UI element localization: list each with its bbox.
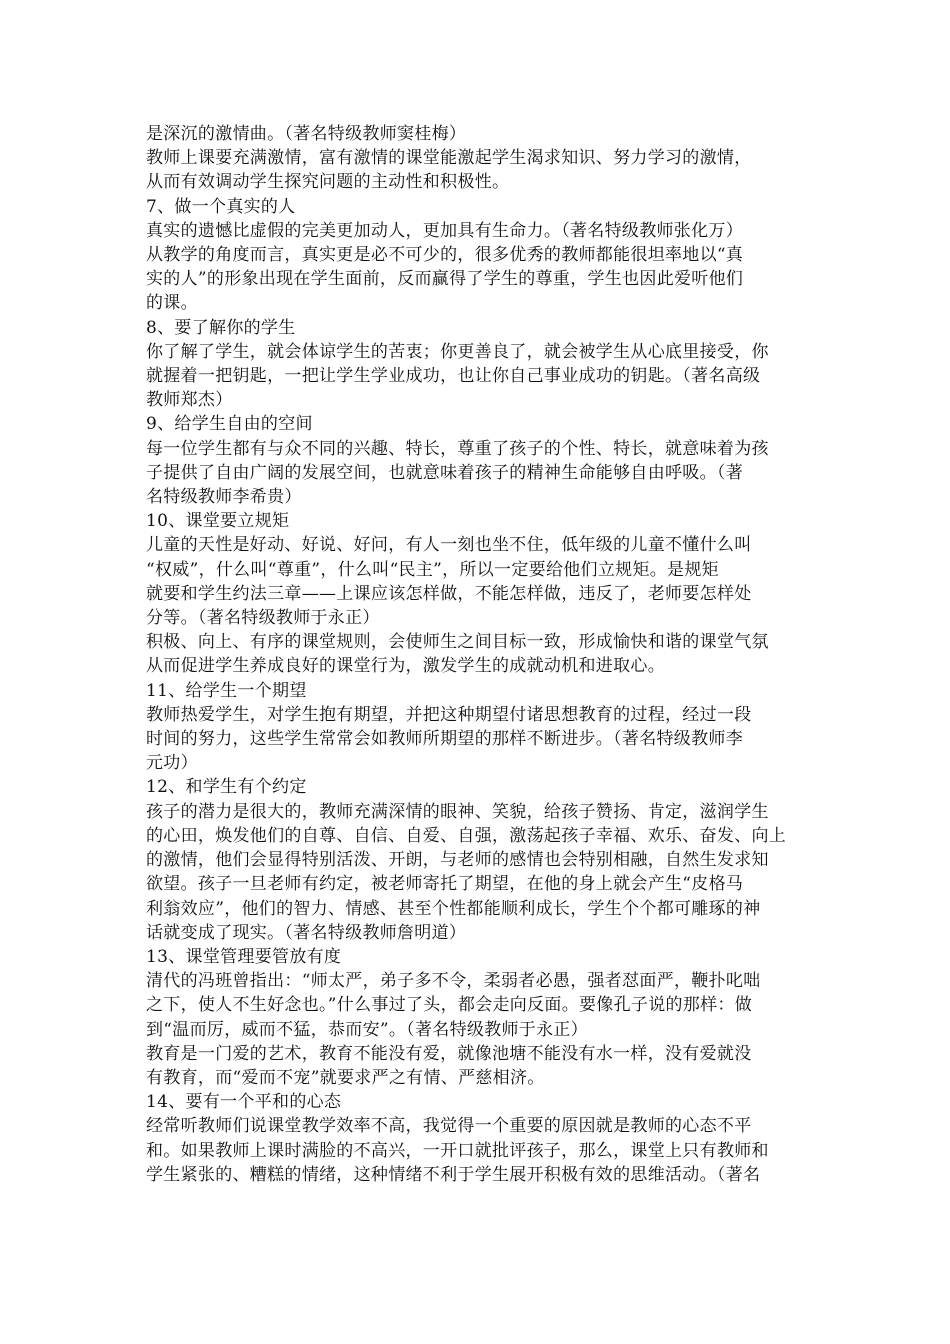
section-heading-12: 12、和学生有个约定: [146, 777, 307, 798]
text-line: 之下，使人不生好念也。”什么事过了头，都会走向反面。要像孔子说的那样：做: [146, 995, 752, 1016]
text-line: 教师上课要充满激情，富有激情的课堂能激起学生渴求知识、努力学习的激情，: [146, 148, 752, 169]
text-line: 分等。（著名特级教师于永正）: [146, 608, 380, 629]
text-line: “权威”，什么叫“尊重”，什么叫“民主”，所以一定要给他们立规矩。是规矩: [146, 559, 719, 580]
text-line: 清代的冯班曾指出：“师太严，弟子多不令，柔弱者必愚，强者怼面严，鞭扑叱咄: [146, 971, 761, 992]
text-line: 有教育，而“爱而不宠”就要求严之有情、严慈相济。: [146, 1067, 545, 1088]
section-heading-11: 11、给学生一个期望: [146, 680, 307, 701]
text-line: 真实的遗憾比虚假的完美更加动人，更加具有生命力。（著名特级教师张化万）: [146, 220, 743, 241]
text-line: 的心田，焕发他们的自尊、自信、自爱、自强，激荡起孩子幸福、欢乐、奋发、向上: [146, 825, 787, 846]
text-line: 利翁效应”，他们的智力、情感、甚至个性都能顺利成长，学生个个都可雕琢的神: [146, 898, 761, 919]
text-line: 积极、向上、有序的课堂规则，会使师生之间目标一致，形成愉快和谐的课堂气氛: [146, 632, 769, 653]
text-line: 经常听教师们说课堂教学效率不高，我觉得一个重要的原因就是教师的心态不平: [146, 1116, 752, 1137]
text-line: 从而有效调动学生探究问题的主动性和积极性。: [146, 172, 510, 193]
text-line: 实的人”的形象出现在学生面前，反而赢得了学生的尊重，学生也因此爱听他们: [146, 269, 744, 290]
text-line: 名特级教师李希贵）: [146, 487, 302, 508]
text-line: 到“温而厉，威而不猛，恭而安”。（著名特级教师于永正）: [146, 1019, 588, 1040]
text-line: 是深沉的激情曲。（著名特级教师窦桂梅）: [146, 124, 467, 144]
section-heading-7: 7、做一个真实的人: [146, 196, 296, 217]
text-line: 儿童的天性是好动、好说、好问，有人一刻也坐不住，低年级的儿童不懂什么叫: [146, 535, 752, 556]
text-line: 从教学的角度而言，真实更是必不可少的，很多优秀的教师都能很坦率地以“真: [146, 245, 744, 266]
document-body: [146, 122, 808, 1187]
text-line: 每一位学生都有与众不同的兴趣、特长，尊重了孩子的个性、特长，就意味着为孩: [146, 438, 769, 459]
text-line: 话就变成了现实。（著名特级教师詹明道）: [146, 922, 467, 943]
text-line: 子提供了自由广阔的发展空间，也就意味着孩子的精神生命能够自由呼吸。（著: [146, 462, 743, 483]
text-line: 教师郑杰）: [146, 390, 233, 411]
text-line: 的课。: [146, 293, 198, 314]
text-line: 孩子的潜力是很大的，教师充满深情的眼神、笑貌，给孩子赞扬、肯定，滋润学生: [146, 801, 769, 822]
text-line: 和。如果教师上课时满脸的不高兴，一开口就批评孩子，那么，课堂上只有教师和: [146, 1140, 769, 1161]
text-line: 教师热爱学生，对学生抱有期望，并把这种期望付诸思想教育的过程，经过一段: [146, 704, 752, 725]
section-heading-10: 10、课堂要立规矩: [146, 511, 290, 532]
section-heading-13: 13、课堂管理要管放有度: [146, 946, 342, 967]
text-line: 从而促进学生养成良好的课堂行为，激发学生的成就动机和进取心。: [146, 656, 665, 677]
section-heading-9: 9、给学生自由的空间: [146, 414, 313, 435]
text-line: 就要和学生约法三章——上课应该怎样做，不能怎样做，违反了，老师要怎样处: [146, 583, 752, 604]
text-line: 的激情，他们会显得特别活泼、开朗，与老师的感情也会特别相融，自然生发求知: [146, 850, 769, 871]
text-line: 时间的努力，这些学生常常会如教师所期望的那样不断进步。（著名特级教师李: [146, 729, 743, 750]
text-line: 教育是一门爱的艺术，教育不能没有爱，就像池塘不能没有水一样，没有爱就没: [146, 1043, 752, 1064]
text-line: 你了解了学生，就会体谅学生的苦衷；你更善良了，就会被学生从心底里接受，你: [146, 341, 769, 362]
text-line: 学生紧张的、糟糕的情绪，这种情绪不利于学生展开积极有效的思维活动。（著名: [146, 1164, 761, 1185]
section-heading-8: 8、要了解你的学生: [146, 317, 296, 338]
text-line: 元功）: [146, 753, 198, 774]
text-line: 欲望。孩子一旦老师有约定，被老师寄托了期望，在他的身上就会产生“皮格马: [146, 874, 744, 895]
text-line: 就握着一把钥匙，一把让学生学业成功，也让你自己事业成功的钥匙。（著名高级: [146, 366, 761, 387]
section-heading-14: 14、要有一个平和的心态: [146, 1092, 342, 1113]
